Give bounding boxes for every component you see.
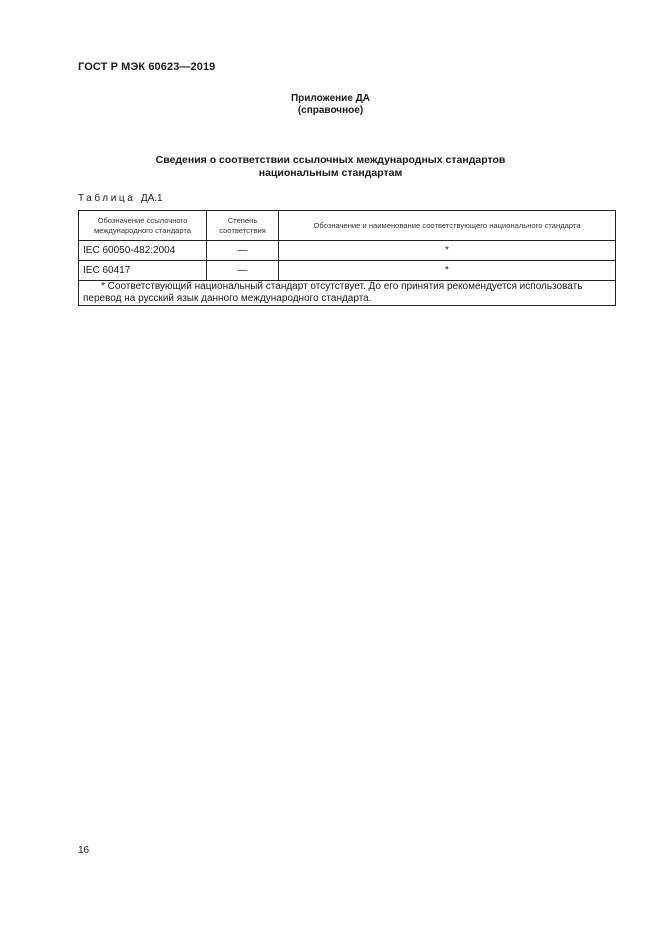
table-caption: [78, 193, 163, 204]
table-footnote-row: [79, 281, 616, 306]
cell-national: *: [279, 241, 616, 261]
table-footnote: [79, 281, 616, 306]
column-header-degree: Степень соответствия: [207, 211, 279, 241]
table-caption-prefix: Таблица: [78, 193, 136, 204]
standard-code: ГОСТ Р МЭК 60623—2019: [78, 61, 216, 73]
annex-title: Приложение ДА: [290, 93, 371, 104]
table-header-row: [79, 211, 616, 241]
cell-national: *: [279, 261, 616, 281]
annex-heading: [0, 93, 661, 117]
table-row: [79, 241, 616, 261]
page-number: 16: [78, 845, 90, 856]
annex-subtitle: (справочное): [297, 105, 364, 116]
section-heading: [0, 154, 661, 180]
cell-degree: —: [207, 241, 279, 261]
cell-standard: IEC 60050-482:2004: [79, 241, 207, 261]
column-header-international-standard: Обозначение ссылочного международного стандарта: [79, 211, 207, 241]
section-title-line-2: национальным стандартам: [258, 167, 403, 179]
column-header-national-standard: Обозначение и наименование соответствующего национального стандарта: [279, 211, 616, 241]
cell-standard: IEC 60417: [79, 261, 207, 281]
table-row: [79, 261, 616, 281]
correspondence-table: [78, 210, 616, 306]
footnote-text: * Соответствующий национальный стандарт отсутствует. До его принятия рекомендуется использовать перевод на русский язык данного международного стандарта.: [83, 281, 583, 304]
cell-degree: —: [207, 261, 279, 281]
section-title-line-1: Сведения о соответствии ссылочных международных стандартов: [155, 154, 506, 166]
table-caption-number: ДА.1: [140, 193, 163, 204]
